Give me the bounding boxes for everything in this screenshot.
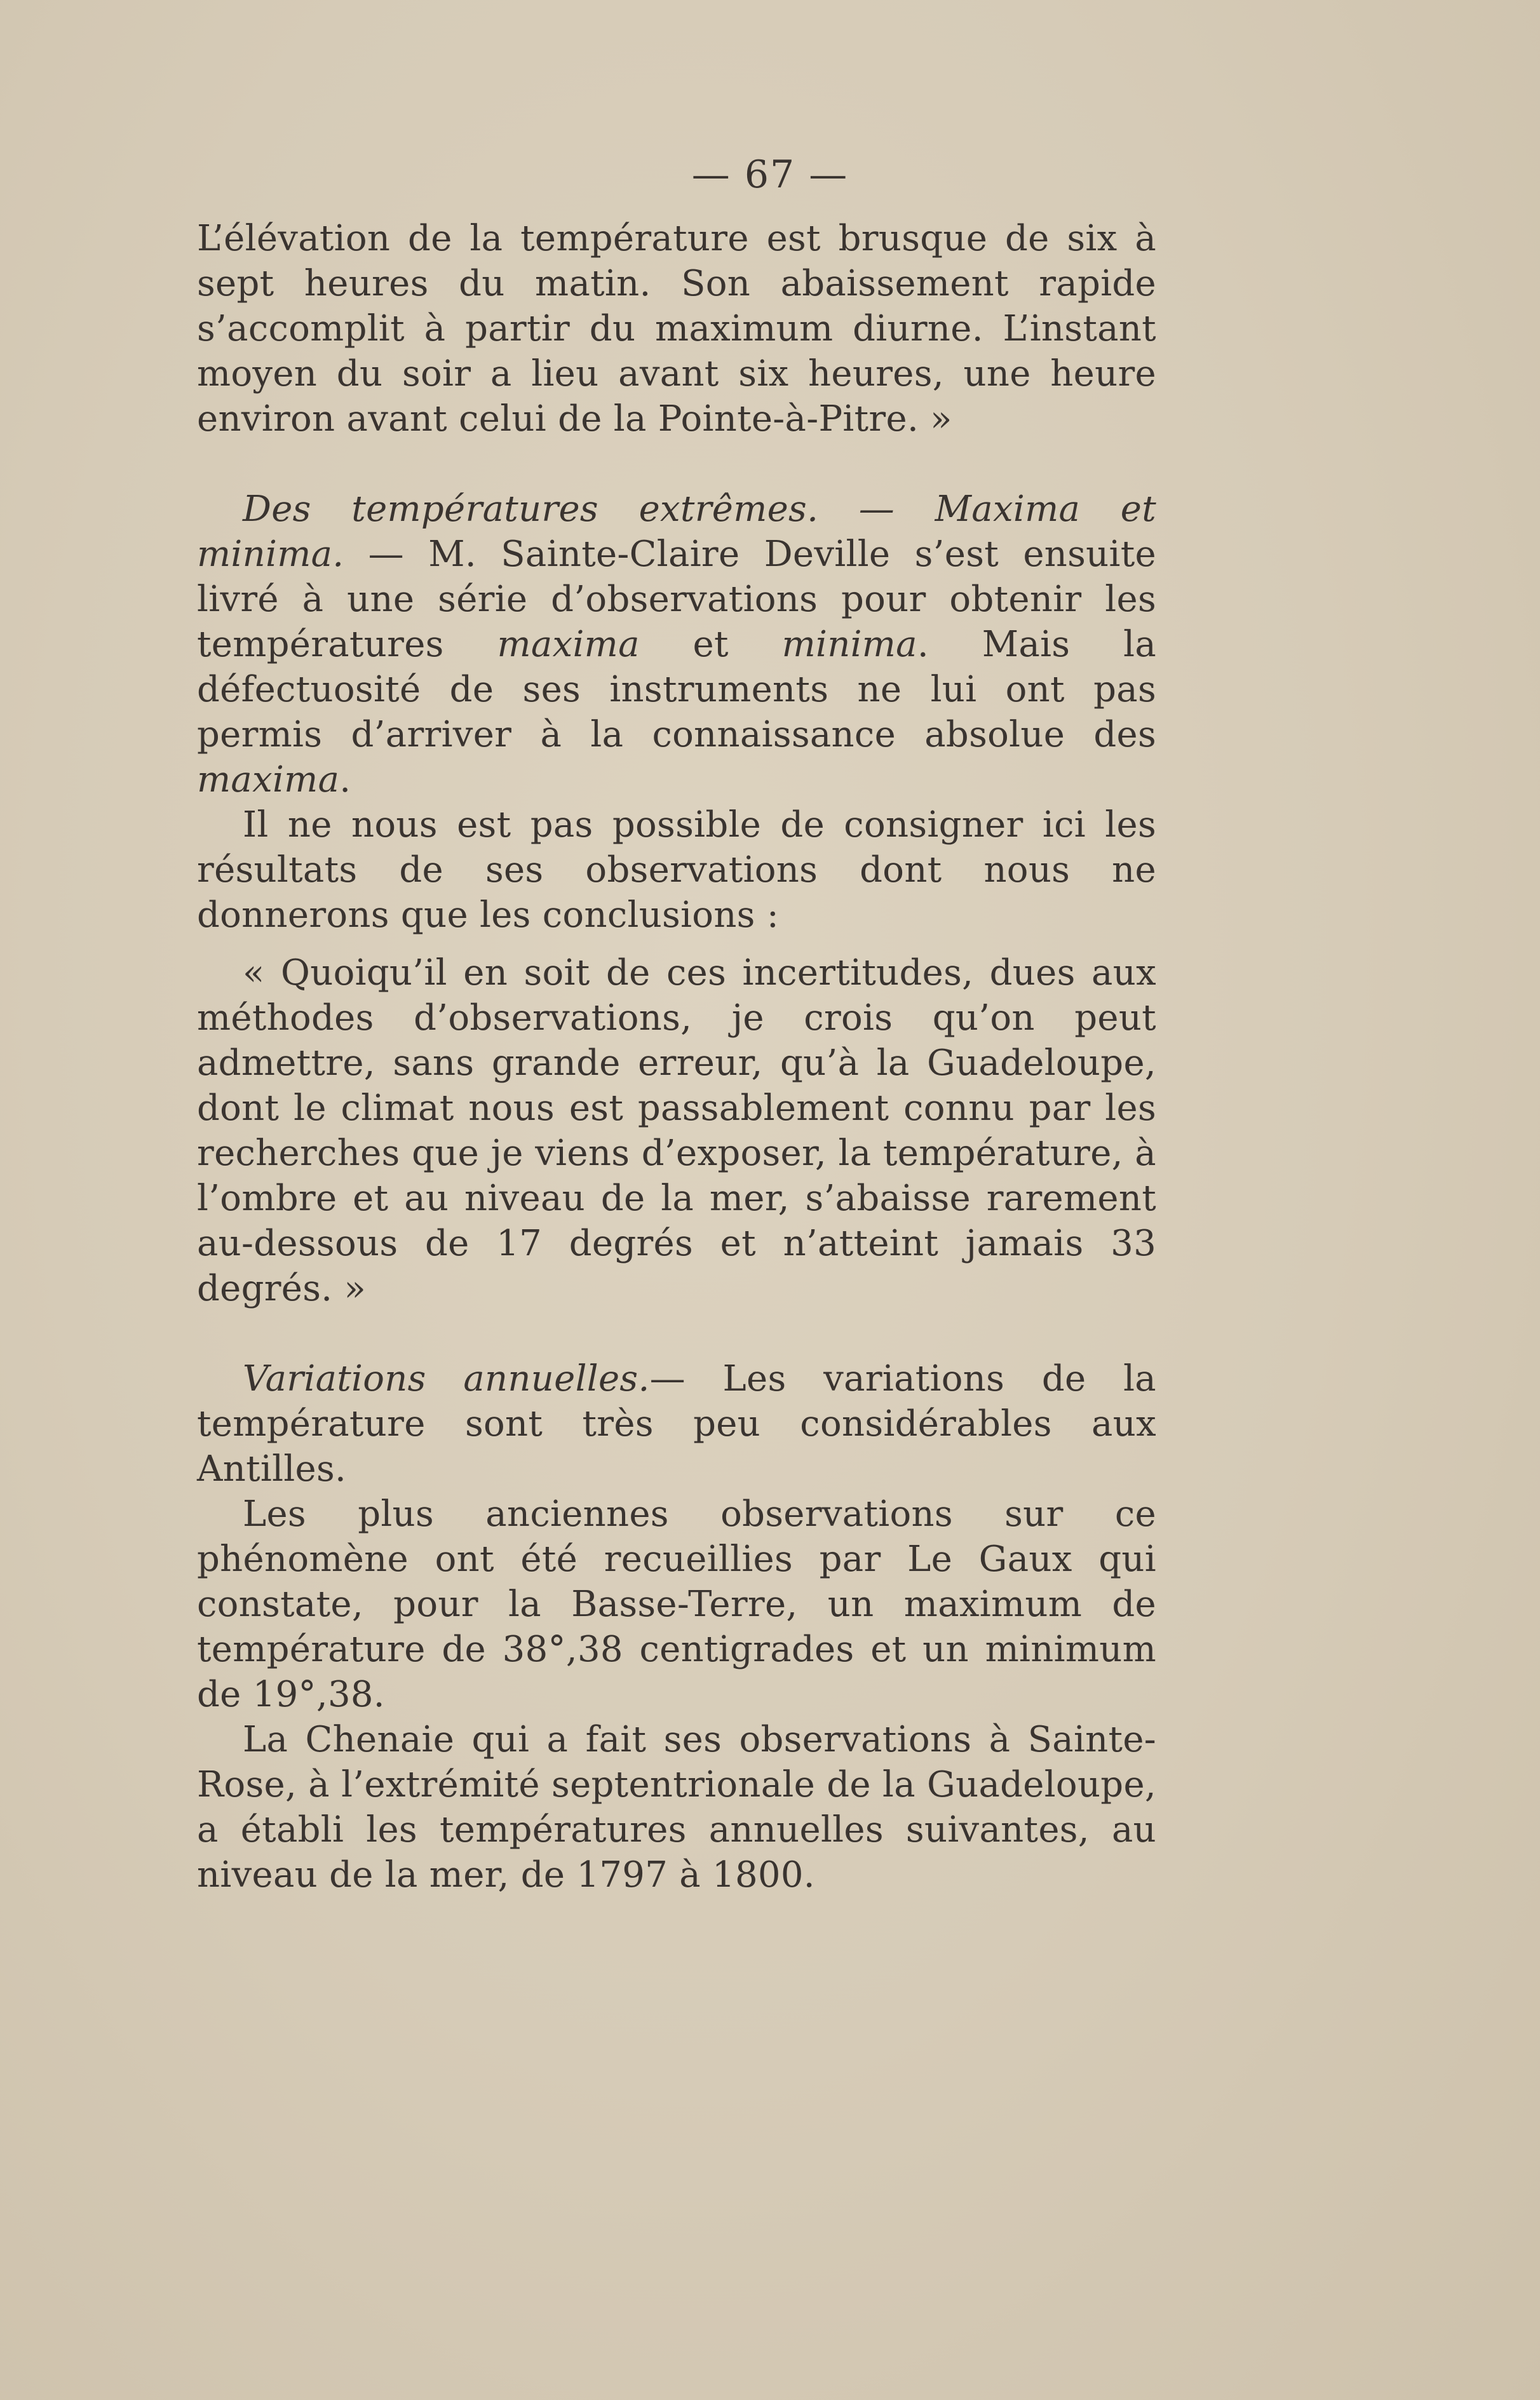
- paragraph-text: .: [339, 759, 351, 800]
- paragraph-text: « Quoiqu’il en soit de ces incertitudes, dues aux méthodes d’observations, je crois qu’on peut admettre, sans grande erreur, qu’à la Guadeloupe, dont le climat nous est passablement connu par les recherches que je viens d’exposer, la température, à l’ombre et au niveau de la mer, s’abaisse rarement au-dessous de 17 degrés et n’atteint jamais 33 degrés. »: [197, 952, 1156, 1309]
- page-body: [197, 216, 1156, 1898]
- paragraph-annual-variations: [197, 1356, 1156, 1492]
- paragraph-text: L’élévation de la température est brusque de six à sept heures du matin. Son abaissement rapide s’accomplit à partir du maximum diurne. L’instant moyen du soir a lieu avant six heures, une heure environ avant celui de la Pointe-à-Pitre. »: [197, 218, 1156, 440]
- paragraph-text: Les plus anciennes observations sur ce phénomène ont été recueillies par Le Gaux qui constate, pour la Basse-Terre, un maximum de température de 38°,38 centigrades et un minimum de 19°,38.: [197, 1493, 1156, 1715]
- section-heading-annual: Variations annuelles.: [243, 1358, 650, 1399]
- paragraph-diurnal-variation: [197, 216, 1156, 442]
- paragraph-text: et: [639, 624, 782, 665]
- paragraph-quotation: [197, 950, 1156, 1311]
- italic-term: minima: [781, 624, 917, 665]
- italic-term: maxima: [197, 759, 340, 800]
- paragraph-text: — Les variations de la température sont très peu considérables aux Antilles.: [197, 1358, 1156, 1490]
- paragraph-le-gaux: [197, 1492, 1156, 1717]
- paragraph-extreme-temperatures: [197, 487, 1156, 802]
- paragraph-text: . Mais la défectuosité de ses instruments ne lui ont pas permis d’arriver à la connaissance absolue des: [197, 624, 1157, 755]
- italic-term: maxima: [497, 624, 640, 665]
- paragraph-text: — M. Sainte-Claire Deville s’est ensuite livré à une série d’observations pour obtenir les températures: [197, 534, 1156, 665]
- page-number: — 67 —: [691, 152, 849, 197]
- paragraph-la-chenaie: [197, 1717, 1156, 1898]
- paragraph-text: La Chenaie qui a fait ses observations à Sainte-Rose, à l’extrémité septentrionale de la Guadeloupe, a établi les températures annuelles suivantes, au niveau de la mer, de 1797 à 1800.: [197, 1719, 1156, 1896]
- paragraph-text: Il ne nous est pas possible de consigner ici les résultats de ses observations dont nous ne donnerons que les conclusions :: [197, 804, 1156, 936]
- section-heading-extremes: Des températures extrêmes. — Maxima et minima.: [197, 489, 1156, 575]
- paragraph-conclusions-intro: [197, 802, 1156, 938]
